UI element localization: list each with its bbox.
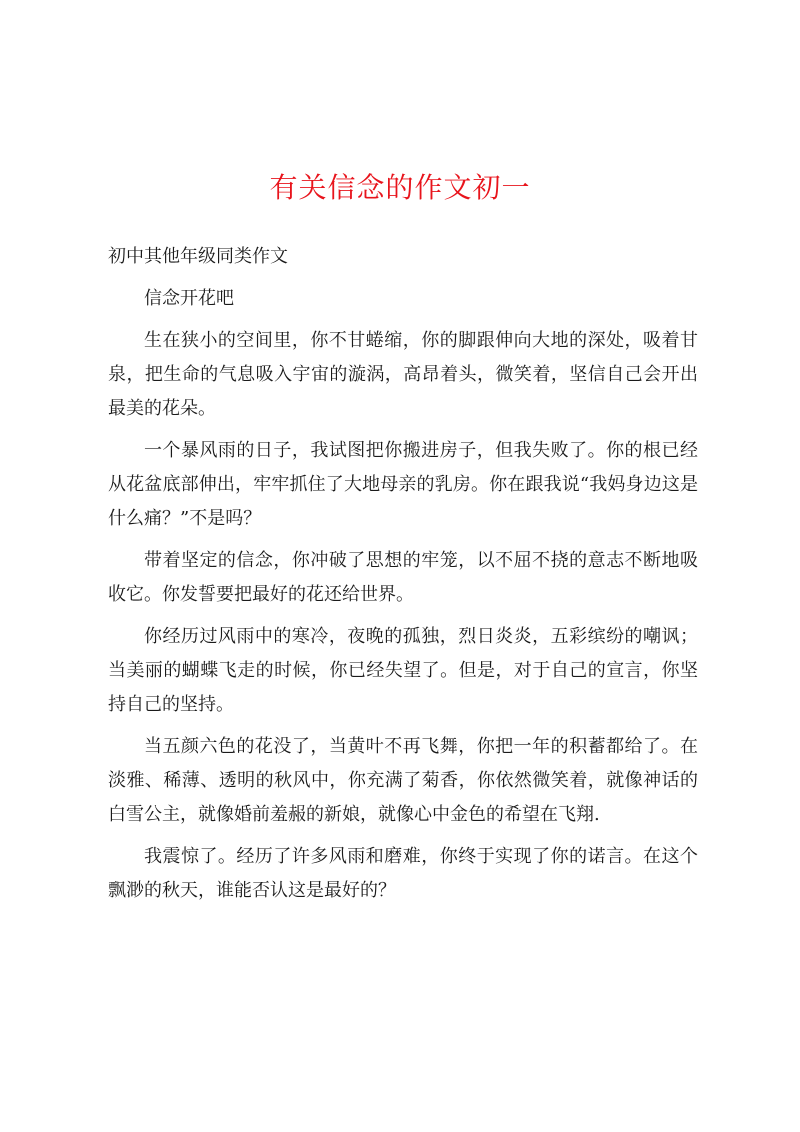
paragraph-5: 当五颜六色的花没了，当黄叶不再飞舞，你把一年的积蓄都给了。在淡雅、稀薄、透明的秋风中，你充满了菊香，你依然微笑着，就像神话的白雪公主，就像婚前羞赧的新娘，就像心中金色的希望在飞翔. <box>108 736 698 825</box>
paragraph-2: 一个暴风雨的日子，我试图把你搬进房子，但我失败了。你的根已经从花盆底部伸出，牢牢抓住了大地母亲的乳房。你在跟我说“我妈身边这是什么痛？”不是吗？ <box>108 440 698 529</box>
paragraph-1: 生在狭小的空间里，你不甘蜷缩，你的脚跟伸向大地的深处，吸着甘泉，把生命的气息吸入宇宙的漩涡，高昂着头，微笑着，坚信自己会开出最美的花朵。 <box>108 330 698 419</box>
essay-subtitle: 信念开花吧 <box>144 288 234 309</box>
document-body <box>108 240 698 916</box>
category-line: 初中其他年级同类作文 <box>108 246 288 267</box>
paragraph-4: 你经历过风雨中的寒冷，夜晚的孤独，烈日炎炎，五彩缤纷的嘲讽；当美丽的蝴蝶飞走的时候，你已经失望了。但是，对于自己的宣言，你坚持自己的坚持。 <box>108 626 698 715</box>
paragraph-6: 我震惊了。经历了许多风雨和磨难，你终于实现了你的诺言。在这个飘渺的秋天，谁能否认这是最好的？ <box>108 846 698 901</box>
document-title: 有关信念的作文初一 <box>269 171 531 204</box>
paragraph-3: 带着坚定的信念，你冲破了思想的牢笼，以不屈不挠的意志不断地吸收它。你发誓要把最好的花还给世界。 <box>108 550 698 605</box>
